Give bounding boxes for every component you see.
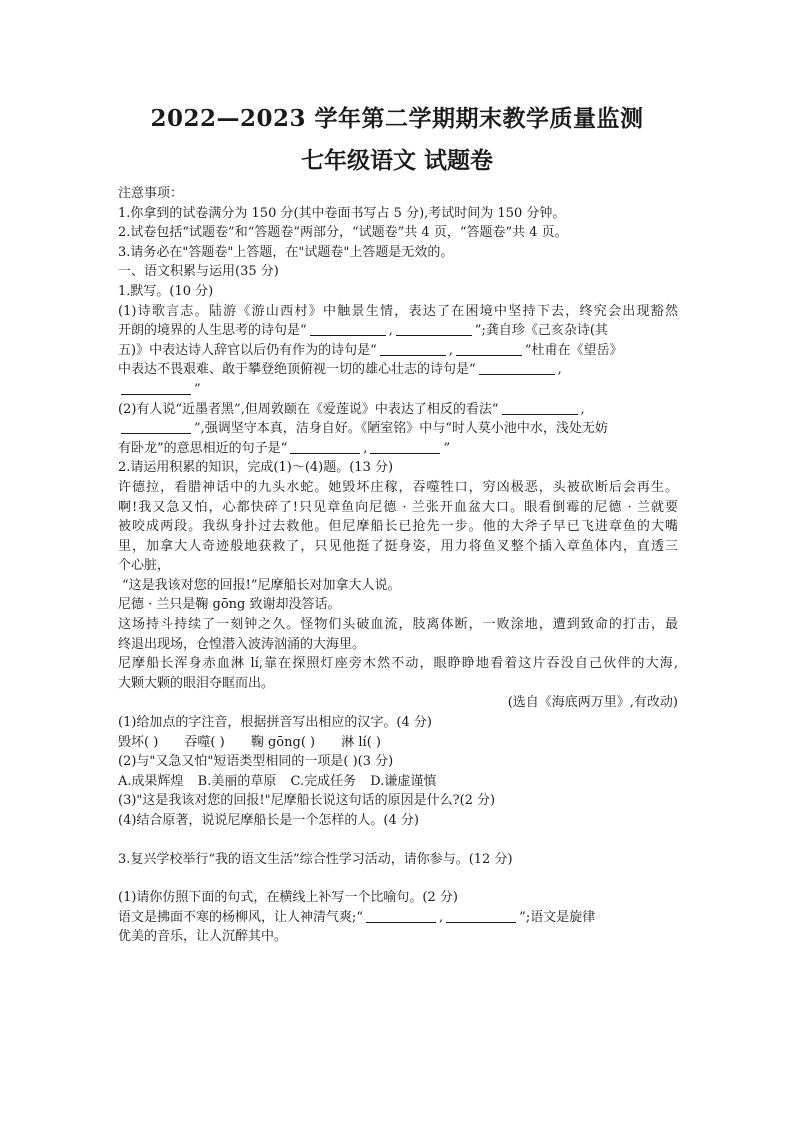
passage-source: (选自《海底两万里》,有改动)	[507, 695, 678, 711]
answer-blank[interactable]	[366, 912, 436, 923]
sub-question: (3)"这是我该对您的回报!"尼摩船长说这句话的原因是什么?(2 分)	[118, 793, 496, 809]
answer-blank[interactable]	[121, 384, 191, 395]
passage-line: 大颗大颗的眼泪夺眶而出。	[118, 675, 275, 691]
option-a: A.成果辉煌	[118, 773, 184, 789]
exam-body	[118, 184, 678, 947]
passage-line: 啊!我又急又怕，心都快碎了!只见章鱼向尼德 · 兰张开血盆大口。眼看倒霉的尼德 · 兰就要	[118, 499, 678, 515]
question-title: 3.复兴学校举行“我的语文生活”综合性学习活动，请你参与。(12 分)	[118, 851, 513, 867]
notice-item: 1.你拿到的试卷满分为 150 分(其中卷面书写占 5 分),考试时间为 150 分钟。	[118, 205, 566, 221]
question-text: 开朗的境界的人生思考的诗句是“ , ”;龚自珍《己亥杂诗(其	[118, 323, 608, 339]
answer-blank[interactable]	[370, 443, 440, 454]
question-text: ”,强调坚守本真，洁身自好。《陋室铭》中与“时人莫小池中水，浅处无妨	[118, 419, 678, 439]
option-c: C.完成任务	[290, 773, 357, 789]
notice-item: 2.试卷包括“试题卷”和“答题卷”两部分，“试题卷”共 4 页，“答题卷”共 4 页。	[118, 225, 568, 241]
question-text: 中表达不畏艰难、敢于攀登绝顶俯视一切的雄心壮志的诗句是“ ,	[118, 362, 562, 378]
question-text: 五)》中表达诗人辞官以后仍有作为的诗句是“ , ”杜甫在《望岳》	[118, 342, 623, 358]
question-title: 2.请运用积累的知识，完成(1)～(4)题。(13 分)	[118, 460, 394, 476]
question-text: (1)诗歌言志。陆游《游山西村》中触景生情，表达了在困境中坚持下去，终究会出现豁然	[118, 303, 678, 319]
answer-blank[interactable]	[121, 423, 191, 434]
section-heading: 一、语文积累与运用(35 分)	[118, 264, 279, 280]
pinyin-items	[118, 733, 678, 753]
question-text: 语文是拂面不寒的杨柳风，让人神清气爽;“ , ”;语文是旋律	[118, 909, 596, 925]
passage-line: 个心脏，	[118, 558, 171, 574]
answer-blank[interactable]	[290, 443, 360, 454]
question-text: 有卧龙”的意思相近的句子是“ , ”	[118, 440, 451, 456]
option-list	[118, 772, 678, 792]
notice-heading: 注意事项：	[118, 186, 184, 201]
exam-title: 2022—2023 学年第二学期期末教学质量监测	[150, 105, 644, 132]
pinyin-item: 吞噬( )	[184, 734, 225, 750]
exam-subtitle: 七年级语文 试题卷	[300, 147, 493, 174]
option-b: B.美丽的草原	[197, 773, 277, 789]
answer-blank[interactable]	[446, 912, 516, 923]
sub-question: (1)给加点的字注音，根据拼音写出相应的汉字。(4 分)	[118, 715, 432, 731]
pinyin-item: 鞠 gōng( )	[250, 734, 316, 750]
sub-question: (2)与"又急又怕"短语类型相同的一项是( )(3 分)	[118, 754, 394, 770]
pinyin-item: 淋 lí( )	[341, 734, 381, 750]
passage-line: 被咬成两段。我纵身扑过去救他。但尼摩船长已抢先一步。他的大斧子早已飞进章鱼的大嘴	[118, 519, 678, 535]
answer-blank[interactable]	[479, 364, 555, 375]
passage-line: 里，加拿大人奇迹般地获救了，只见他挺了挺身姿，用力将鱼叉整个插入章鱼体内，直透三	[118, 538, 678, 554]
option-d: D.谦虚谨慎	[370, 773, 437, 789]
question-title: 1.默写。(10 分)	[118, 283, 214, 299]
passage-line: 终退出现场，仓惶潜入波涛汹涌的大海里。	[118, 636, 366, 652]
answer-blank[interactable]	[456, 345, 522, 356]
passage-quote: “这是我该对您的回报!”尼摩船长对加拿大人说。	[122, 577, 401, 593]
sub-question: (1)请你仿照下面的句式，在横线上补写一个比喻句。(2 分)	[118, 890, 458, 906]
passage-line: 许德拉，看腊神话中的九头水蛇。她毁坏庄稼，吞噬牲口，穷凶极恶，头被砍断后会再生。	[118, 479, 678, 495]
question-text: ”	[118, 380, 678, 400]
question-text: (2)有人说“近墨者黑”,但周敦颐在《爱莲说》中表达了相反的看法“ ,	[118, 401, 585, 417]
pinyin-item: 毁坏( )	[118, 734, 159, 750]
answer-blank[interactable]	[396, 325, 472, 336]
passage-line: 尼摩船长浑身赤血淋 lí,靠在探照灯座旁木然不动，眼睁睁地看着这片吞没自己伙伴的大海,	[118, 656, 678, 672]
answer-blank[interactable]	[310, 325, 386, 336]
notice-item: 3.请务必在"答题卷"上答题，在"试题卷"上答题是无效的。	[118, 244, 454, 260]
question-text: 优美的音乐，让人沉醉其中。	[118, 929, 288, 945]
passage-line: 这场持斗持续了一刻钟之久。怪物们头破血流，肢离体断，一败涂地，遭到致命的打击，最	[118, 617, 678, 633]
answer-blank[interactable]	[380, 345, 446, 356]
passage-line: 尼德 · 兰只是鞠 gōng 致谢却没答话。	[118, 597, 341, 613]
answer-blank[interactable]	[502, 404, 578, 415]
sub-question: (4)结合原著，说说尼摩船长是一个怎样的人。(4 分)	[118, 813, 419, 828]
